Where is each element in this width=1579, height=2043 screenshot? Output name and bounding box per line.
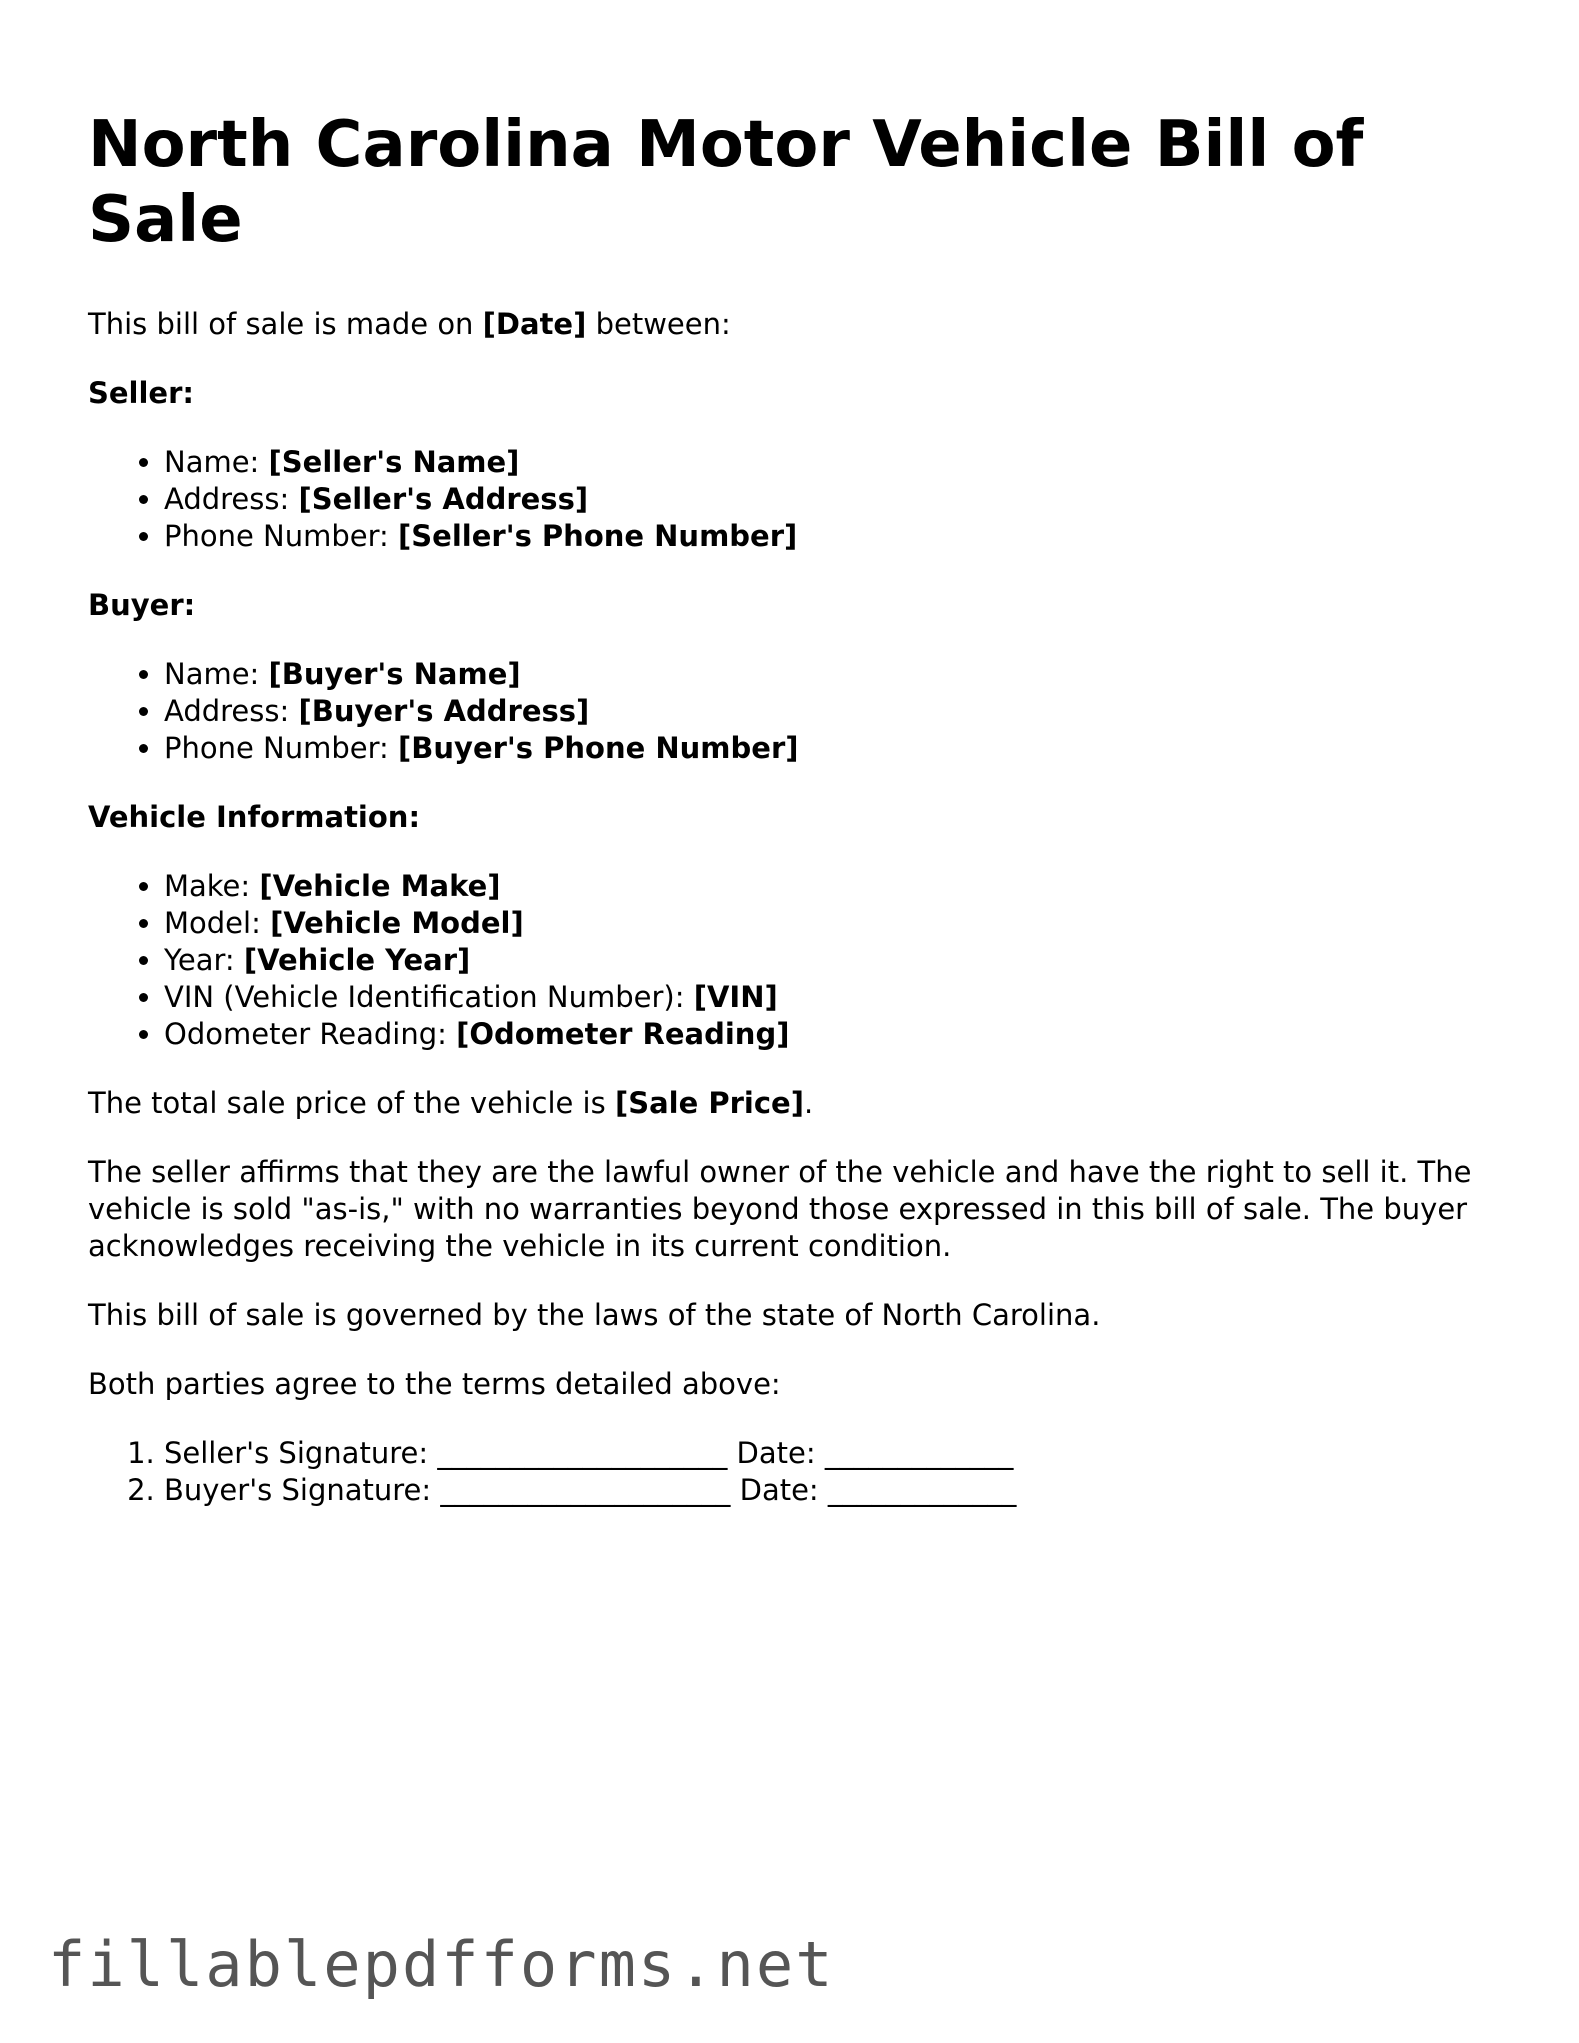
item-value: [Seller's Name] — [268, 445, 520, 479]
seller-heading: Seller: — [88, 376, 195, 410]
seller-signature-line[interactable]: 1. Seller's Signature: ____________________ Date: _____________ — [164, 1435, 1508, 1472]
affirm-paragraph: The seller affirms that they are the lawful owner of the vehicle and have the right to sell it. The vehicle is sold "as-is," with no warranties beyond those expressed in this bill of sale. The buyer acknowledges receiving the vehicle in its current condition. — [88, 1155, 1472, 1263]
item-label: Address: — [164, 694, 299, 728]
item-label: Phone Number: — [164, 731, 399, 765]
intro-prefix: This bill of sale is made on — [88, 307, 483, 341]
item-label: Make: — [164, 869, 260, 903]
vehicle-list — [88, 868, 1508, 1053]
item-label: Phone Number: — [164, 519, 399, 553]
item-value: [Odometer Reading] — [456, 1017, 790, 1051]
item-value: [Vehicle Year] — [243, 943, 471, 977]
list-item — [164, 905, 1508, 942]
price-prefix: The total sale price of the vehicle is — [88, 1086, 615, 1120]
buyer-signature-line[interactable]: 2. Buyer's Signature: ____________________ Date: _____________ — [164, 1472, 1508, 1509]
intro-suffix: between: — [586, 307, 731, 341]
item-value: [Buyer's Phone Number] — [398, 731, 799, 765]
buyer-list — [88, 656, 1508, 767]
item-value: [Seller's Address] — [298, 482, 589, 516]
item-label: Year: — [164, 943, 244, 977]
list-item — [164, 868, 1508, 905]
item-label: Odometer Reading: — [164, 1017, 457, 1051]
intro-paragraph — [88, 306, 1508, 343]
list-item — [164, 693, 1508, 730]
item-label: VIN (Vehicle Identification Number): — [164, 980, 694, 1014]
list-item — [164, 518, 1508, 555]
list-item — [164, 942, 1508, 979]
document-page — [88, 108, 1508, 1541]
list-item — [164, 444, 1508, 481]
watermark: fillablepdfforms.net — [48, 1928, 835, 2001]
list-item — [164, 1016, 1508, 1053]
item-value: [VIN] — [693, 980, 778, 1014]
price-suffix: . — [803, 1086, 814, 1120]
price-placeholder: [Sale Price] — [614, 1086, 804, 1120]
price-paragraph — [88, 1085, 1508, 1122]
item-label: Address: — [164, 482, 299, 516]
agree-paragraph: Both parties agree to the terms detailed above: — [88, 1367, 781, 1401]
item-value: [Buyer's Address] — [298, 694, 590, 728]
vehicle-heading: Vehicle Information: — [88, 800, 421, 834]
list-item — [164, 481, 1508, 518]
item-value: [Vehicle Make] — [259, 869, 501, 903]
seller-list — [88, 444, 1508, 555]
page-title: North Carolina Motor Vehicle Bill of Sale — [88, 108, 1364, 257]
item-value: [Vehicle Model] — [270, 906, 524, 940]
governing-paragraph: This bill of sale is governed by the laws of the state of North Carolina. — [88, 1298, 1101, 1332]
item-label: Name: — [164, 445, 269, 479]
date-placeholder: [Date] — [482, 307, 587, 341]
list-item — [164, 730, 1508, 767]
list-item — [164, 656, 1508, 693]
item-value: [Buyer's Name] — [268, 657, 521, 691]
signature-list — [88, 1435, 1508, 1509]
item-label: Name: — [164, 657, 269, 691]
item-label: Model: — [164, 906, 271, 940]
list-item — [164, 979, 1508, 1016]
item-value: [Seller's Phone Number] — [398, 519, 798, 553]
buyer-heading: Buyer: — [88, 588, 196, 622]
